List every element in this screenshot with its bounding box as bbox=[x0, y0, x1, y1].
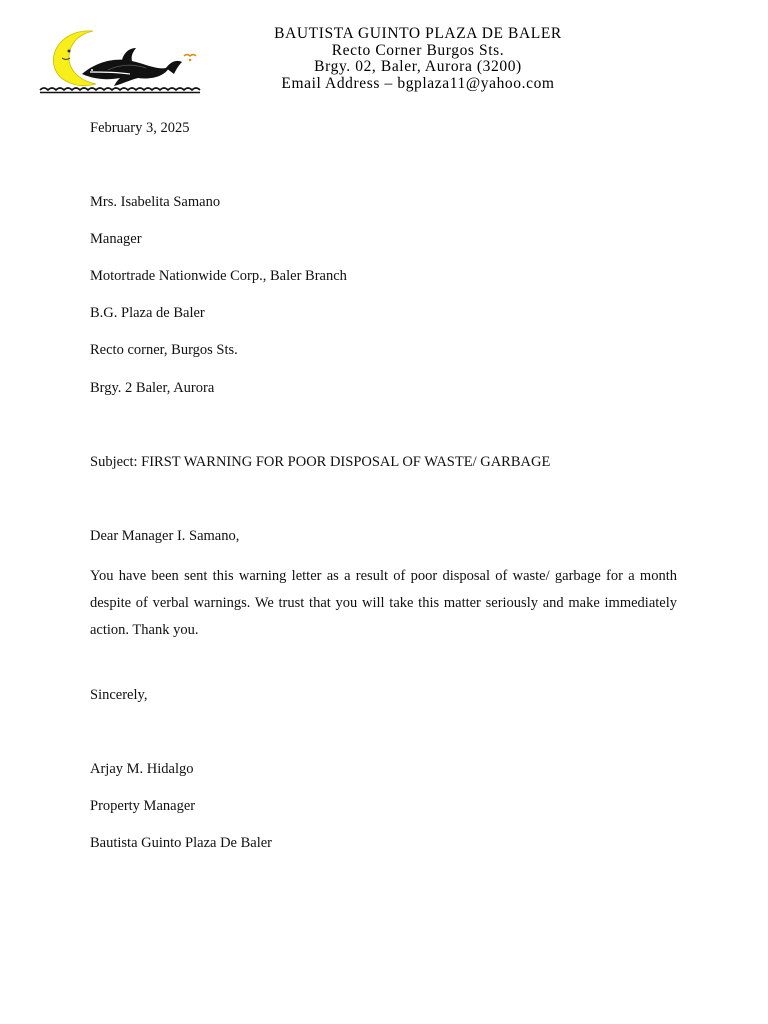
signatory-name: Arjay M. Hidalgo bbox=[90, 761, 194, 777]
recipient-city: Brgy. 2 Baler, Aurora bbox=[90, 380, 215, 396]
signatory-organization: Bautista Guinto Plaza De Baler bbox=[90, 835, 273, 851]
letterhead-text bbox=[198, 26, 638, 92]
company-street: Recto Corner Burgos Sts. bbox=[331, 41, 505, 59]
recipient-street: Recto corner, Burgos Sts. bbox=[90, 342, 238, 358]
company-locality: Brgy. 02, Baler, Aurora (3200) bbox=[314, 58, 522, 75]
company-name: BAUTISTA GUINTO PLAZA DE BALER bbox=[274, 25, 562, 42]
signatory-title: Property Manager bbox=[90, 798, 196, 814]
recipient-title: Manager bbox=[90, 231, 142, 247]
recipient-company: Motortrade Nationwide Corp., Baler Branch bbox=[90, 268, 347, 284]
recipient-name: Mrs. Isabelita Samano bbox=[90, 194, 221, 210]
letter-salutation: Dear Manager I. Samano, bbox=[90, 528, 240, 544]
recipient-building: B.G. Plaza de Baler bbox=[90, 305, 205, 321]
letter-closing: Sincerely, bbox=[90, 687, 148, 703]
letter-body: You have been sent this warning letter as a result of poor disposal of waste/ garbage for a month despite of verbal warnings. We trust that you will take this matter seriously and make immediately action. Thank you. bbox=[90, 568, 677, 638]
letterhead bbox=[38, 26, 638, 96]
moon-dolphin-logo-icon bbox=[38, 26, 208, 94]
company-email: Email Address – bgplaza11@yahoo.com bbox=[281, 74, 555, 92]
letter-subject: Subject: FIRST WARNING FOR POOR DISPOSAL OF WASTE/ GARBAGE bbox=[90, 454, 551, 470]
letter-date: February 3, 2025 bbox=[90, 120, 190, 136]
